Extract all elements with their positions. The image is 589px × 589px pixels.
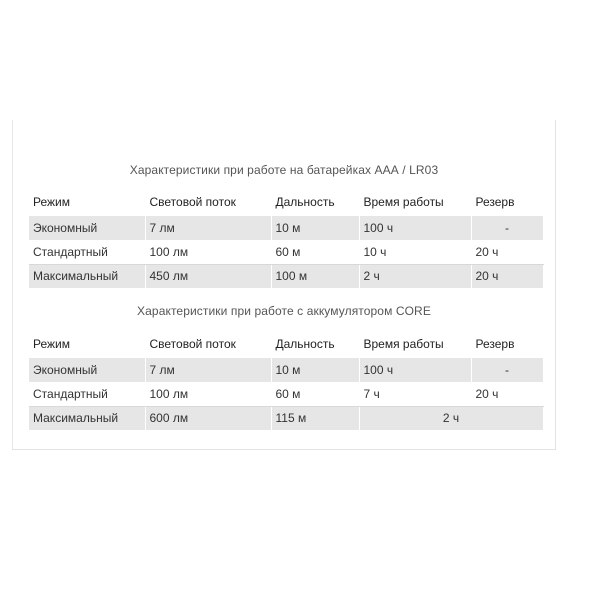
table-row [29, 406, 543, 430]
cell-reserve: - [471, 216, 543, 240]
cell-reserve: 20 ч [471, 382, 543, 406]
accumulator-spec-table [29, 330, 544, 430]
battery-spec-table [29, 188, 544, 288]
battery-table-caption: Характеристики при работе на батарейках ААА / LR03 [129, 163, 439, 177]
header-reserve: Резерв [471, 188, 543, 216]
cell-reserve: - [471, 358, 543, 382]
cell-runtime: 100 ч [359, 358, 471, 382]
cell-mode: Максимальный [29, 264, 145, 288]
cell-mode: Максимальный [29, 406, 145, 430]
cell-runtime: 7 ч [359, 382, 471, 406]
header-reserve: Резерв [471, 330, 543, 358]
header-range: Дальность [271, 330, 359, 358]
header-range: Дальность [271, 188, 359, 216]
cell-mode: Стандартный [29, 382, 145, 406]
cell-range: 10 м [271, 358, 359, 382]
cell-range: 60 м [271, 382, 359, 406]
header-luminous-flux: Световой поток [145, 188, 271, 216]
cell-reserve: 20 ч [471, 264, 543, 288]
cell-luminous-flux: 7 лм [145, 358, 271, 382]
header-mode: Режим [29, 188, 145, 216]
table-header-row [29, 188, 543, 216]
accumulator-table-caption: Характеристики при работе с аккумулятором CORE [137, 304, 431, 318]
table-header-row [29, 330, 543, 358]
header-runtime: Время работы [359, 188, 471, 216]
cell-runtime-merged: 2 ч [359, 406, 543, 430]
cell-runtime: 2 ч [359, 264, 471, 288]
table-row [29, 264, 543, 288]
table-row [29, 382, 543, 406]
cell-mode: Стандартный [29, 240, 145, 264]
spec-panel [12, 120, 556, 450]
header-runtime: Время работы [359, 330, 471, 358]
table-row [29, 358, 543, 382]
table-row [29, 240, 543, 264]
header-luminous-flux: Световой поток [145, 330, 271, 358]
cell-luminous-flux: 450 лм [145, 264, 271, 288]
cell-luminous-flux: 100 лм [145, 382, 271, 406]
cell-runtime: 100 ч [359, 216, 471, 240]
cell-range: 10 м [271, 216, 359, 240]
cell-mode: Экономный [29, 216, 145, 240]
cell-reserve: 20 ч [471, 240, 543, 264]
cell-luminous-flux: 7 лм [145, 216, 271, 240]
cell-runtime: 10 ч [359, 240, 471, 264]
cell-luminous-flux: 100 лм [145, 240, 271, 264]
cell-range: 60 м [271, 240, 359, 264]
cell-luminous-flux: 600 лм [145, 406, 271, 430]
header-mode: Режим [29, 330, 145, 358]
cell-mode: Экономный [29, 358, 145, 382]
table-row [29, 216, 543, 240]
cell-range: 100 м [271, 264, 359, 288]
cell-range: 115 м [271, 406, 359, 430]
